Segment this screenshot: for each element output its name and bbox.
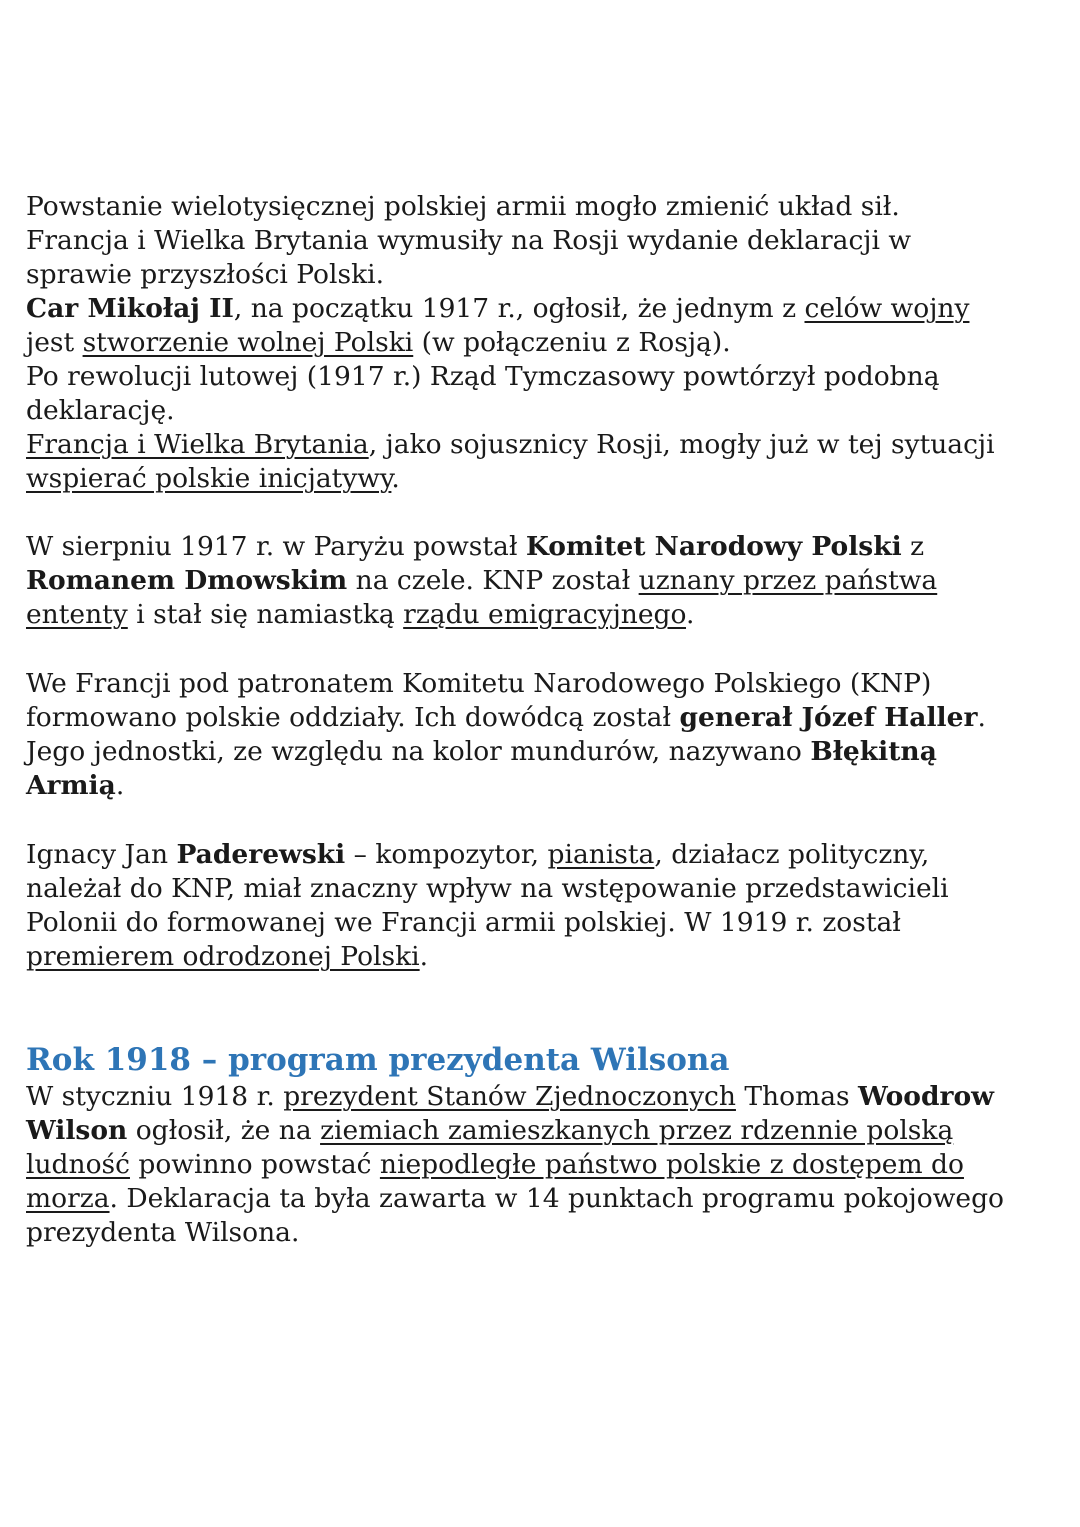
bold-text: Armią — [26, 770, 116, 801]
bold-text: Paderewski — [176, 839, 346, 870]
bold-text: generał Józef Haller — [679, 702, 978, 733]
underlined-text: Francja i Wielka Brytania — [26, 429, 369, 460]
paragraph-text — [26, 530, 1066, 632]
underlined-text: ziemiach zamieszkanych przez rdzennie polską — [320, 1115, 954, 1146]
text: na czele. KNP został — [347, 565, 639, 596]
section-heading: Rok 1918 – program prezydenta Wilsona — [26, 1042, 730, 1078]
text: formowano polskie oddziały. Ich dowódcą został — [26, 702, 680, 733]
text: Francja i Wielka Brytania wymusiły na Rosji wydanie deklaracji w — [26, 225, 912, 256]
text: W sierpniu 1917 r. w Paryżu powstał — [26, 531, 526, 562]
text: , jako sojusznicy Rosji, mogły już w tej sytuacji — [368, 429, 995, 460]
underlined-text: celów wojny — [804, 293, 970, 324]
underlined-text: ententy — [26, 599, 128, 630]
underlined-text: ludność — [26, 1149, 130, 1180]
underlined-text: prezydent Stanów Zjednoczonych — [283, 1081, 736, 1112]
text: – kompozytor, — [345, 839, 548, 870]
underlined-text: stworzenie wolnej Polski — [82, 327, 414, 358]
text: ogłosił, że na — [127, 1115, 321, 1146]
text: . — [977, 702, 986, 733]
text: . — [686, 599, 695, 630]
text: deklarację. — [26, 395, 175, 426]
paragraph-sojusznicy — [26, 428, 1066, 496]
text: . — [391, 463, 400, 494]
text: Ignacy Jan — [26, 839, 177, 870]
text: sprawie przyszłości Polski. — [26, 259, 385, 290]
text: prezydenta Wilsona. — [26, 1217, 300, 1248]
text: jest — [26, 327, 83, 358]
text: Polonii do formowanej we Francji armii polskiej. W 1919 r. został — [26, 907, 901, 938]
text: We Francji pod patronatem Komitetu Narodowego Polskiego (KNP) — [26, 668, 932, 699]
paragraph-paderewski — [26, 838, 1066, 974]
paragraph-group-1 — [26, 190, 1066, 496]
paragraph-haller — [26, 667, 1066, 803]
text: Jego jednostki, ze względu na kolor mundurów, nazywano — [26, 736, 811, 767]
text: , na początku 1917 r., ogłosił, że jednym z — [233, 293, 805, 324]
paragraph-text — [26, 838, 1066, 974]
text: . — [419, 941, 429, 972]
paragraph-wilson — [26, 1080, 1066, 1250]
underlined-text: rządu emigracyjnego — [403, 599, 686, 630]
underlined-text: pianista — [547, 839, 655, 870]
paragraph-rewolucja — [26, 360, 1066, 428]
bold-text: Romanem Dmowskim — [26, 565, 348, 596]
paragraph-armia — [26, 190, 1066, 292]
bold-text: Car Mikołaj II — [26, 293, 234, 324]
underlined-text: wspierać polskie inicjatywy — [26, 463, 392, 494]
underlined-text: morza — [26, 1183, 110, 1214]
bold-text: Woodrow — [858, 1081, 994, 1112]
text: i stał się namiastką — [127, 599, 404, 630]
underlined-text: uznany przez państwa — [638, 565, 938, 596]
bold-text: Błękitną — [810, 736, 937, 767]
text: Po rewolucji lutowej (1917 r.) Rząd Tymczasowy powtórzył podobną — [26, 361, 940, 392]
paragraph-text — [26, 1080, 1066, 1250]
bold-text: Komitet Narodowy Polski — [525, 531, 902, 562]
underlined-text: premierem odrodzonej Polski — [26, 941, 420, 972]
text: z — [901, 531, 925, 562]
text: . — [115, 770, 125, 801]
text: , działacz polityczny, — [654, 839, 930, 870]
text: Powstanie wielotysięcznej polskiej armii mogło zmienić układ sił. — [26, 191, 900, 222]
underlined-text: niepodległe państwo polskie z dostępem do — [379, 1149, 964, 1180]
paragraph-car — [26, 292, 1066, 360]
bold-text: Wilson — [26, 1115, 128, 1146]
text: W styczniu 1918 r. — [26, 1081, 284, 1112]
text: Thomas — [735, 1081, 859, 1112]
text: . Deklaracja ta była zawarta w 14 punktach programu pokojowego — [109, 1183, 1004, 1214]
paragraph-text — [26, 667, 1066, 803]
paragraph-knp — [26, 530, 1066, 632]
text: (w połączeniu z Rosją). — [413, 327, 731, 358]
text: powinno powstać — [129, 1149, 380, 1180]
text: należał do KNP, miał znaczny wpływ na wstępowanie przedstawicieli — [26, 873, 949, 904]
